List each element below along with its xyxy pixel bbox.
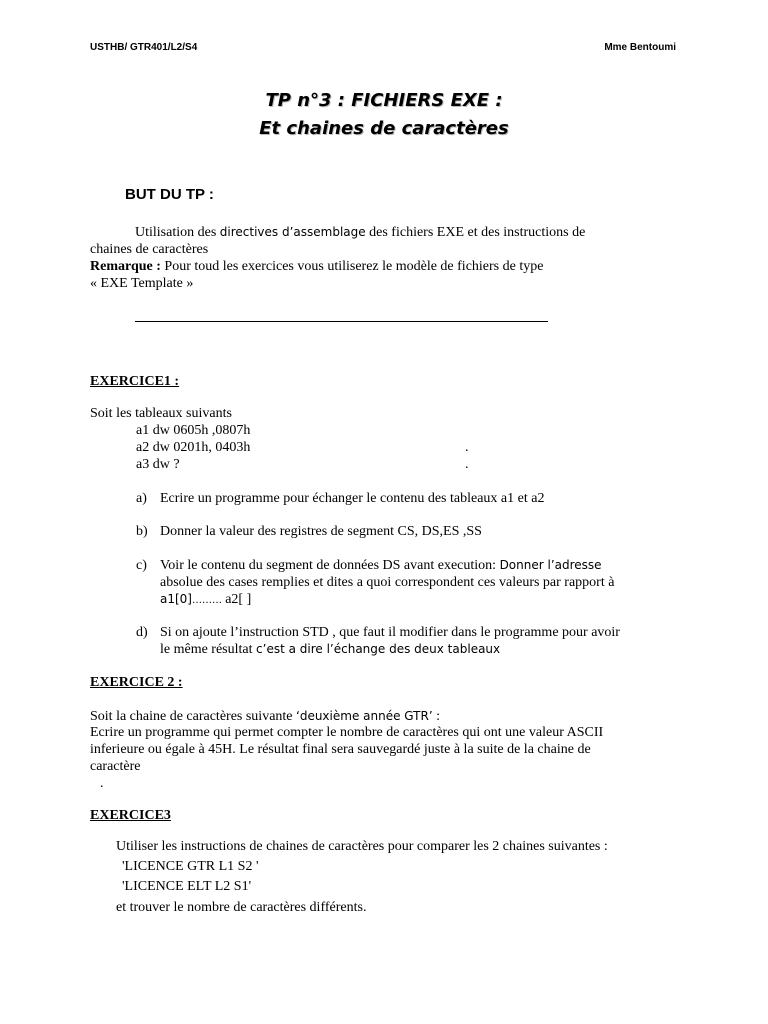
goal-heading: BUT DU TP : (125, 186, 214, 203)
exercise2-dot: . (100, 776, 104, 791)
exercise2-string: ‘deuxième année GTR’ (296, 709, 433, 723)
question-c-text: Voir le contenu du segment de données DS avant execution: (160, 558, 500, 573)
remark-line2: « EXE Template » (90, 276, 194, 291)
remark-line1 (90, 258, 543, 275)
question-d-line1: Si on ajoute l’instruction STD , que faut il modifier dans le programme pour avoir (160, 625, 620, 640)
exercise2-text: : (432, 709, 441, 724)
exercise2-text: Soit la chaine de caractères suivante (90, 709, 297, 724)
question-c-letter: c) (136, 558, 147, 573)
question-b: Donner la valeur des registres de segment CS, DS,ES ,SS (160, 524, 482, 539)
goal-text-part: Utilisation des (135, 225, 220, 240)
dot: . (465, 440, 469, 455)
exercise2-line4: caractère (90, 759, 141, 774)
separator-line (135, 321, 548, 322)
question-b-letter: b) (136, 524, 148, 539)
exercise3-line1: Utiliser les instructions de chaines de caractères pour comparer les 2 chaines suivantes : (116, 839, 608, 854)
goal-text-directives: directives d’assemblage (219, 225, 366, 239)
dot: . (465, 457, 469, 472)
question-d-text: le même résultat (160, 642, 257, 657)
remark-text: Pour toud les exercices vous utiliserez le modèle de fichiers de type (160, 259, 544, 274)
goal-text-part: des fichiers EXE et des instructions de (365, 225, 586, 240)
exercise2-line1 (90, 708, 440, 725)
question-c-line1 (160, 557, 602, 574)
question-a: Ecrire un programme pour échanger le contenu des tableaux a1 et a2 (160, 491, 545, 506)
question-c-a1: a1[0] (160, 592, 192, 606)
exercise2-line2: Ecrire un programme qui permet compter le nombre de caractères qui ont une valeur ASCII (90, 725, 604, 740)
document-subtitle: Et chaines de caractères (259, 118, 509, 139)
exercise3-string1: 'LICENCE GTR L1 S2 ' (122, 859, 259, 874)
array-a1: a1 dw 0605h ,0807h (136, 423, 251, 438)
question-c-a2: a2[ ] (225, 592, 252, 607)
exercise1-intro: Soit les tableaux suivants (90, 406, 232, 421)
question-a-letter: a) (136, 491, 147, 506)
exercise2-line3: inferieure ou égale à 45H. Le résultat final sera sauvegardé juste à la suite de la chaine de (90, 742, 591, 757)
exercise1-title: EXERCICE1 : (90, 374, 180, 389)
header-course-code: USTHB/ GTR401/L2/S4 (90, 42, 198, 53)
document-title: TP n°3 : FICHIERS EXE : (265, 90, 503, 111)
exercise3-string2: 'LICENCE ELT L2 S1' (122, 879, 252, 894)
exercise3-title: EXERCICE3 (90, 808, 171, 823)
array-a3: a3 dw ? (136, 457, 180, 472)
question-d-line2 (160, 641, 500, 658)
remark-label: Remarque : (90, 259, 161, 274)
question-d-text-sans: c’est a dire l’échange des deux tableaux (256, 642, 501, 656)
question-c-line3 (160, 591, 251, 609)
exercise3-line4: et trouver le nombre de caractères différents. (116, 900, 367, 915)
question-c-dots: ……… (192, 595, 226, 606)
header-author: Mme Bentoumi (604, 42, 676, 53)
question-c-text-sans: Donner l’adresse (499, 558, 602, 572)
goal-paragraph-line2: chaines de caractères (90, 242, 209, 257)
exercise2-title: EXERCICE 2 : (90, 675, 183, 690)
goal-paragraph-line1 (135, 224, 585, 241)
question-c-line2: absolue des cases remplies et dites a quoi correspondent ces valeurs par rapport à (160, 575, 615, 590)
question-d-letter: d) (136, 625, 148, 640)
array-a2: a2 dw 0201h, 0403h (136, 440, 251, 455)
